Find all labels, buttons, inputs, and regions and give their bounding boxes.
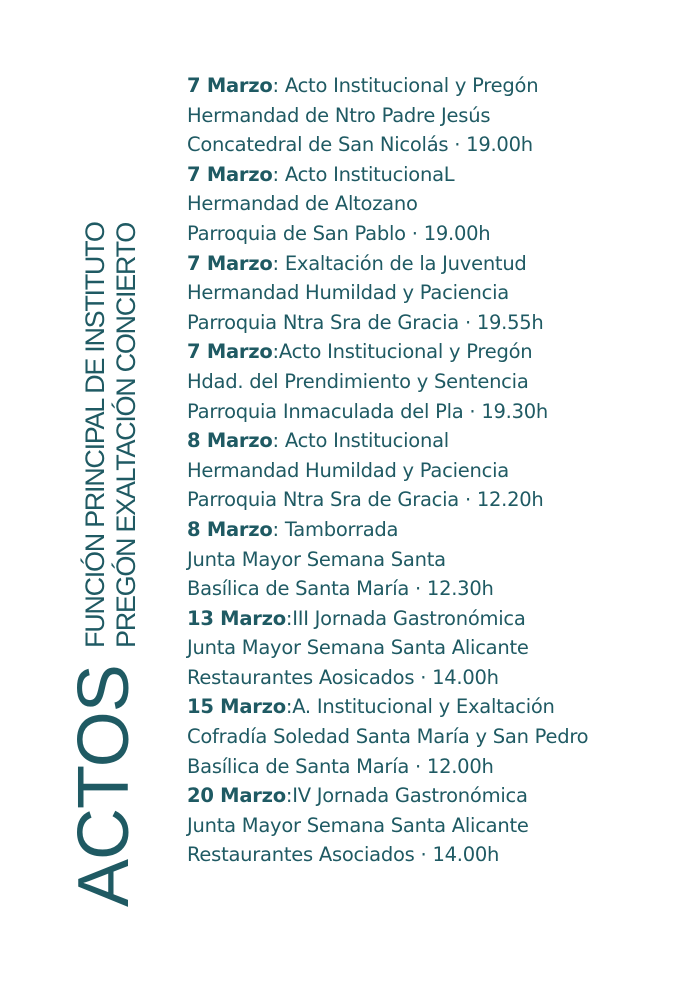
event-place-time: Parroquia de San Pablo · 19.00h (187, 221, 491, 245)
events-list (187, 71, 682, 870)
event-item (187, 692, 682, 781)
event-place-time: Parroquia Inmaculada del Pla · 19.30h (187, 399, 549, 423)
event-date: 13 Marzo (187, 606, 286, 630)
event-item (187, 337, 682, 426)
event-date: 8 Marzo (187, 429, 273, 453)
event-title: Acto InstitucionaL (284, 162, 455, 186)
event-title: Acto Institucional (284, 429, 449, 453)
event-date: 7 Marzo (187, 162, 273, 186)
event-heading (187, 249, 682, 279)
event-item (187, 249, 682, 338)
event-item (187, 426, 682, 515)
event-title: Acto Institucional y Pregón (278, 340, 533, 364)
event-item (187, 781, 682, 870)
event-date: 20 Marzo (187, 784, 286, 808)
sidebar-subtitle-2: PREGÓN EXALTACIÓN CONCIERTO (111, 223, 141, 648)
event-date: 15 Marzo (187, 695, 286, 719)
event-organizer: Hermandad Humildad y Paciencia (187, 281, 509, 305)
event-heading (187, 337, 682, 367)
event-separator: : (272, 74, 285, 97)
event-title: A. Institucional y Exaltación (292, 695, 555, 719)
event-organizer: Hdad. del Prendimiento y Sentencia (187, 369, 529, 393)
event-organizer: Junta Mayor Semana Santa (187, 547, 446, 571)
event-item (187, 160, 682, 249)
event-place-time: Parroquia Ntra Sra de Gracia · 12.20h (187, 488, 544, 512)
event-heading (187, 692, 682, 722)
event-item (187, 604, 682, 693)
event-heading (187, 781, 682, 811)
event-organizer: Hermandad de Altozano (187, 192, 418, 216)
event-place-time: Parroquia Ntra Sra de Gracia · 19.55h (187, 310, 544, 334)
event-separator: : (285, 695, 293, 719)
event-place-time: Concatedral de San Nicolás · 19.00h (187, 133, 533, 157)
event-place-time: Basílica de Santa María · 12.00h (187, 754, 494, 778)
event-separator: : (285, 606, 293, 630)
event-title: Exaltación de la Juventud (284, 251, 527, 275)
event-separator: : (272, 340, 279, 364)
event-date: 7 Marzo (187, 251, 273, 275)
event-title: Acto Institucional y Pregón (284, 74, 539, 97)
event-place-time: Restaurantes Aosicados · 14.00h (187, 665, 499, 689)
event-organizer: Hermandad de Ntro Padre Jesús (187, 103, 491, 127)
event-heading (187, 71, 682, 101)
event-heading (187, 160, 682, 190)
event-date: 7 Marzo (187, 74, 273, 97)
event-organizer: Cofradía Soledad Santa María y San Pedro (187, 725, 589, 749)
event-date: 7 Marzo (187, 340, 273, 364)
event-date: 8 Marzo (187, 517, 273, 541)
event-organizer: Hermandad Humildad y Paciencia (187, 458, 509, 482)
event-separator: : (272, 517, 285, 541)
event-heading (187, 426, 682, 456)
event-title: III Jornada Gastronómica (292, 606, 526, 630)
sidebar-subtitle-1: FUNCIÓN PRINCIPAL DE INSTITUTO (80, 222, 110, 648)
event-title: IV Jornada Gastronómica (292, 784, 528, 808)
event-separator: : (272, 162, 285, 186)
event-heading (187, 515, 682, 545)
event-separator: : (272, 251, 285, 275)
event-separator: : (272, 429, 285, 453)
sidebar-title: ACTOS (64, 665, 144, 907)
event-place-time: Restaurantes Asociados · 14.00h (187, 843, 500, 867)
event-separator: : (285, 784, 293, 808)
event-organizer: Junta Mayor Semana Santa Alicante (187, 813, 529, 837)
event-place-time: Basílica de Santa María · 12.30h (187, 577, 494, 601)
event-organizer: Junta Mayor Semana Santa Alicante (187, 636, 529, 660)
event-heading (187, 604, 682, 634)
event-item (187, 515, 682, 604)
event-title: Tamborrada (284, 517, 399, 541)
event-item (187, 71, 682, 160)
